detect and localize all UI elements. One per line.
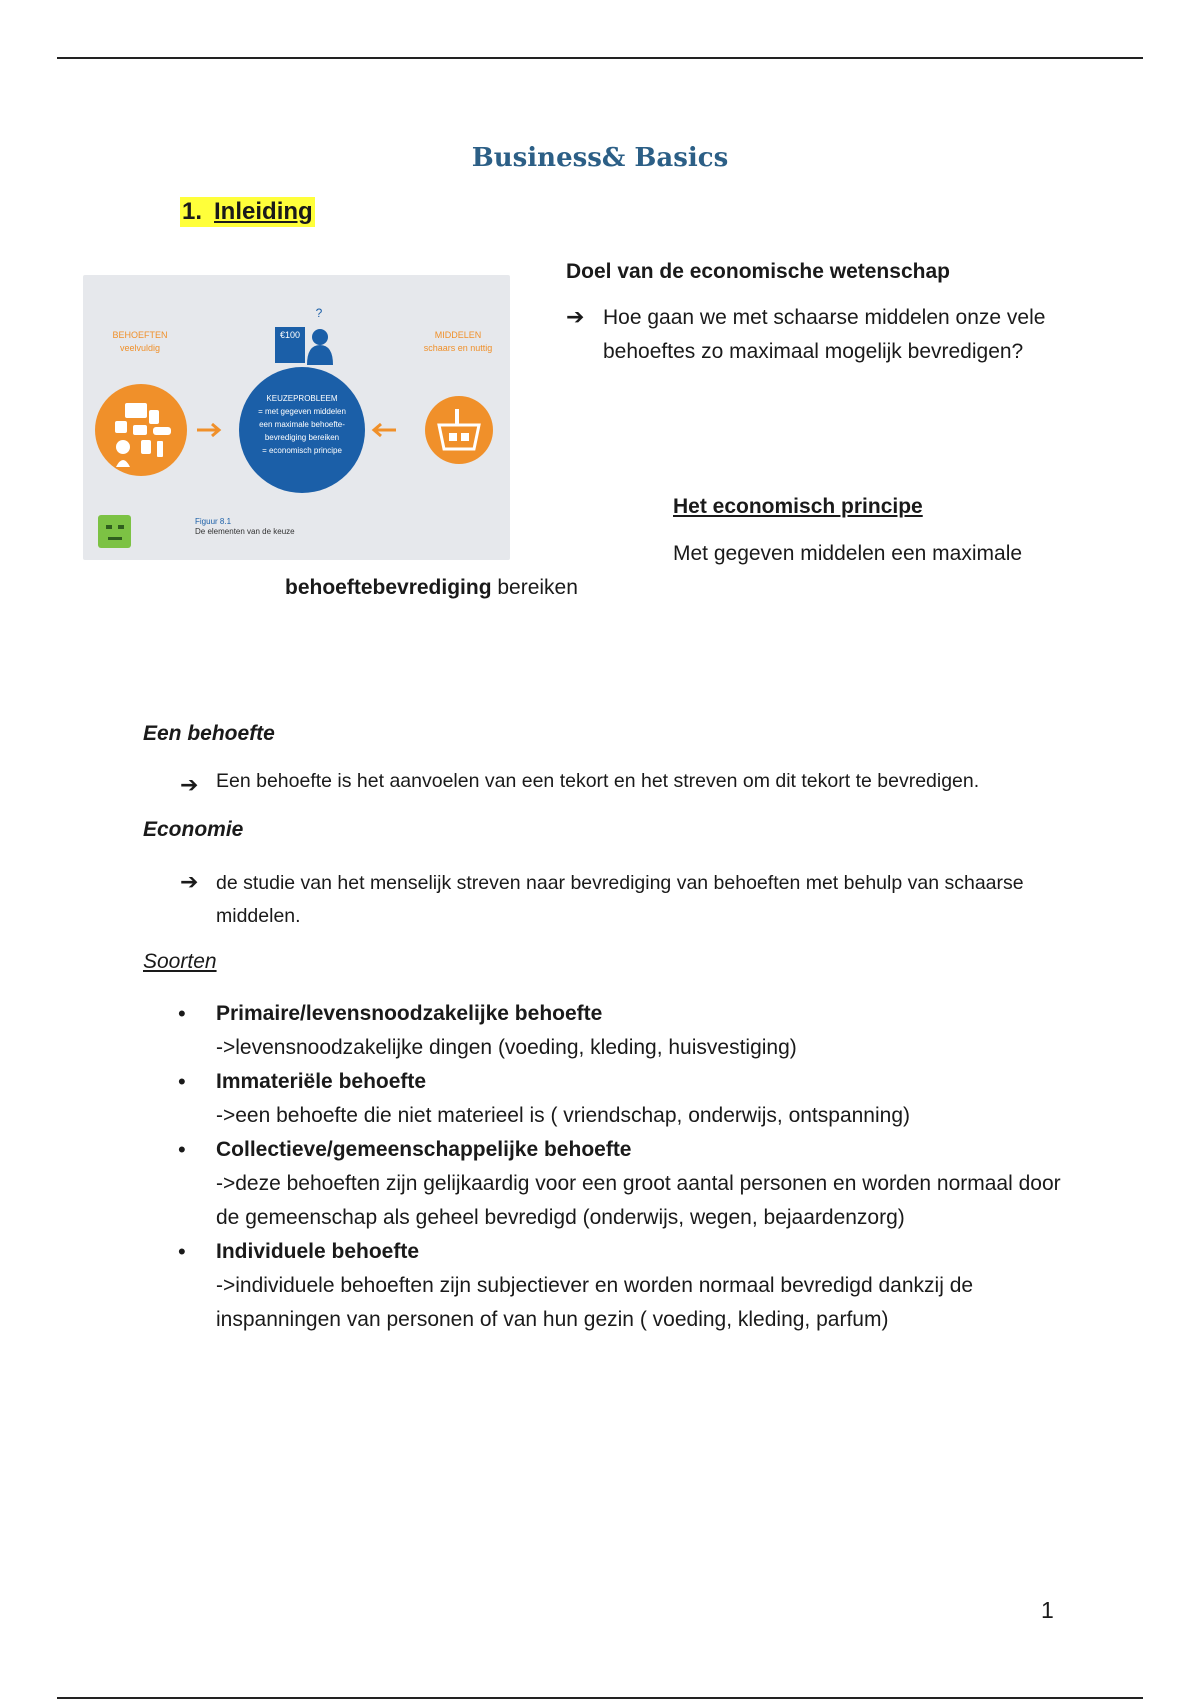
list-item-name: Immateriële behoefte xyxy=(216,1070,427,1093)
keuze-diagram xyxy=(83,275,510,560)
question-mark: ? xyxy=(315,306,323,320)
economie-arrow-icon: ➔ xyxy=(180,869,199,894)
middelen-sub: schaars en nuttig xyxy=(423,343,493,353)
center-line-3: een maximale behoefte- xyxy=(259,420,345,429)
economie-text: de studie van het menselijk streven naar bevrediging van behoeften met behulp van schaarse middelen. xyxy=(216,872,1024,927)
behoeften-sub: veelvuldig xyxy=(119,343,161,353)
means-circle xyxy=(425,396,493,464)
person-head-icon xyxy=(312,329,328,345)
bullet-icon: • xyxy=(178,1239,186,1264)
principe-text: Met gegeven middelen een maximale xyxy=(673,542,1023,565)
right-arrow-icon xyxy=(197,424,219,436)
list-item xyxy=(176,1133,1086,1235)
bottom-rule xyxy=(57,1697,1143,1699)
behoefte-text: Een behoefte is het aanvoelen van een tekort en het streven om dit tekort te bevredigen. xyxy=(216,770,980,792)
top-rule xyxy=(57,57,1143,59)
logo-eye-left xyxy=(106,525,112,529)
middelen-label: MIDDELEN xyxy=(434,330,482,340)
principe-heading: Het economisch principe xyxy=(673,495,923,518)
money-label: €100 xyxy=(279,330,301,340)
logo-mouth xyxy=(108,537,122,540)
center-line-2: = met gegeven middelen xyxy=(258,407,346,416)
figure-caption-text: De elementen van de keuze xyxy=(195,527,295,536)
person-body-icon xyxy=(307,345,333,365)
list-item-desc: ->een behoefte die niet materieel is ( vriendschap, onderwijs, ontspanning) xyxy=(216,1104,910,1127)
list-item-desc: ->individuele behoeften zijn subjectiever en worden normaal bevredigd dankzij de inspanningen van personen of van hun gezin ( voeding, kleding, parfum) xyxy=(216,1274,974,1331)
center-line-1: KEUZEPROBLEEM xyxy=(266,394,338,403)
doel-arrow-icon: ➔ xyxy=(566,304,585,329)
bullet-icon: • xyxy=(178,1069,186,1094)
doel-text: Hoe gaan we met schaarse middelen onze vele behoeftes zo maximaal mogelijk bevredigen? xyxy=(603,306,1046,363)
center-line-5: = economisch principe xyxy=(262,446,342,455)
list-item xyxy=(176,1065,1086,1133)
list-item xyxy=(176,1235,1086,1337)
publisher-logo xyxy=(98,515,131,548)
center-line-4: bevrediging bereiken xyxy=(264,433,340,442)
principe-text-end: bereiken xyxy=(491,576,578,599)
bullet-icon: • xyxy=(178,1001,186,1026)
left-arrow-icon xyxy=(374,424,396,436)
list-item-name: Primaire/levensnoodzakelijke behoefte xyxy=(216,1002,603,1025)
section-number: 1. xyxy=(182,198,203,225)
behoefte-heading: Een behoefte xyxy=(143,722,275,745)
list-item-desc: ->levensnoodzakelijke dingen (voeding, kleding, huisvestiging) xyxy=(216,1036,797,1059)
page-number: 1 xyxy=(1041,1597,1054,1623)
principe-text-continued xyxy=(285,571,578,605)
logo-eye-right xyxy=(118,525,124,529)
list-item-desc: ->deze behoeften zijn gelijkaardig voor een groot aantal personen en worden normaal door de gemeenschap als geheel bevredigd (onderwijs, wegen, bejaardenzorg) xyxy=(216,1172,1061,1229)
section-label: Inleiding xyxy=(214,198,313,225)
list-item xyxy=(176,997,1086,1065)
register-icon xyxy=(275,341,305,363)
bullet-icon: • xyxy=(178,1137,186,1162)
section-heading xyxy=(180,197,315,227)
list-item-name: Individuele behoefte xyxy=(216,1240,420,1263)
economie-heading: Economie xyxy=(143,818,244,841)
keuzeprobleem-circle xyxy=(239,367,365,493)
figure-caption-label: Figuur 8.1 xyxy=(195,517,232,526)
document-title: Business& Basics xyxy=(471,143,729,173)
soorten-list xyxy=(176,997,1086,1337)
list-item-name: Collectieve/gemeenschappelijke behoefte xyxy=(216,1138,632,1161)
doel-heading: Doel van de economische wetenschap xyxy=(566,260,950,283)
behoeften-label: BEHOEFTEN xyxy=(112,330,168,340)
soorten-heading: Soorten xyxy=(143,950,217,973)
principe-bold-term: behoeftebevrediging xyxy=(285,576,492,599)
behoefte-arrow-icon: ➔ xyxy=(180,772,199,797)
keuze-figure xyxy=(83,275,510,560)
